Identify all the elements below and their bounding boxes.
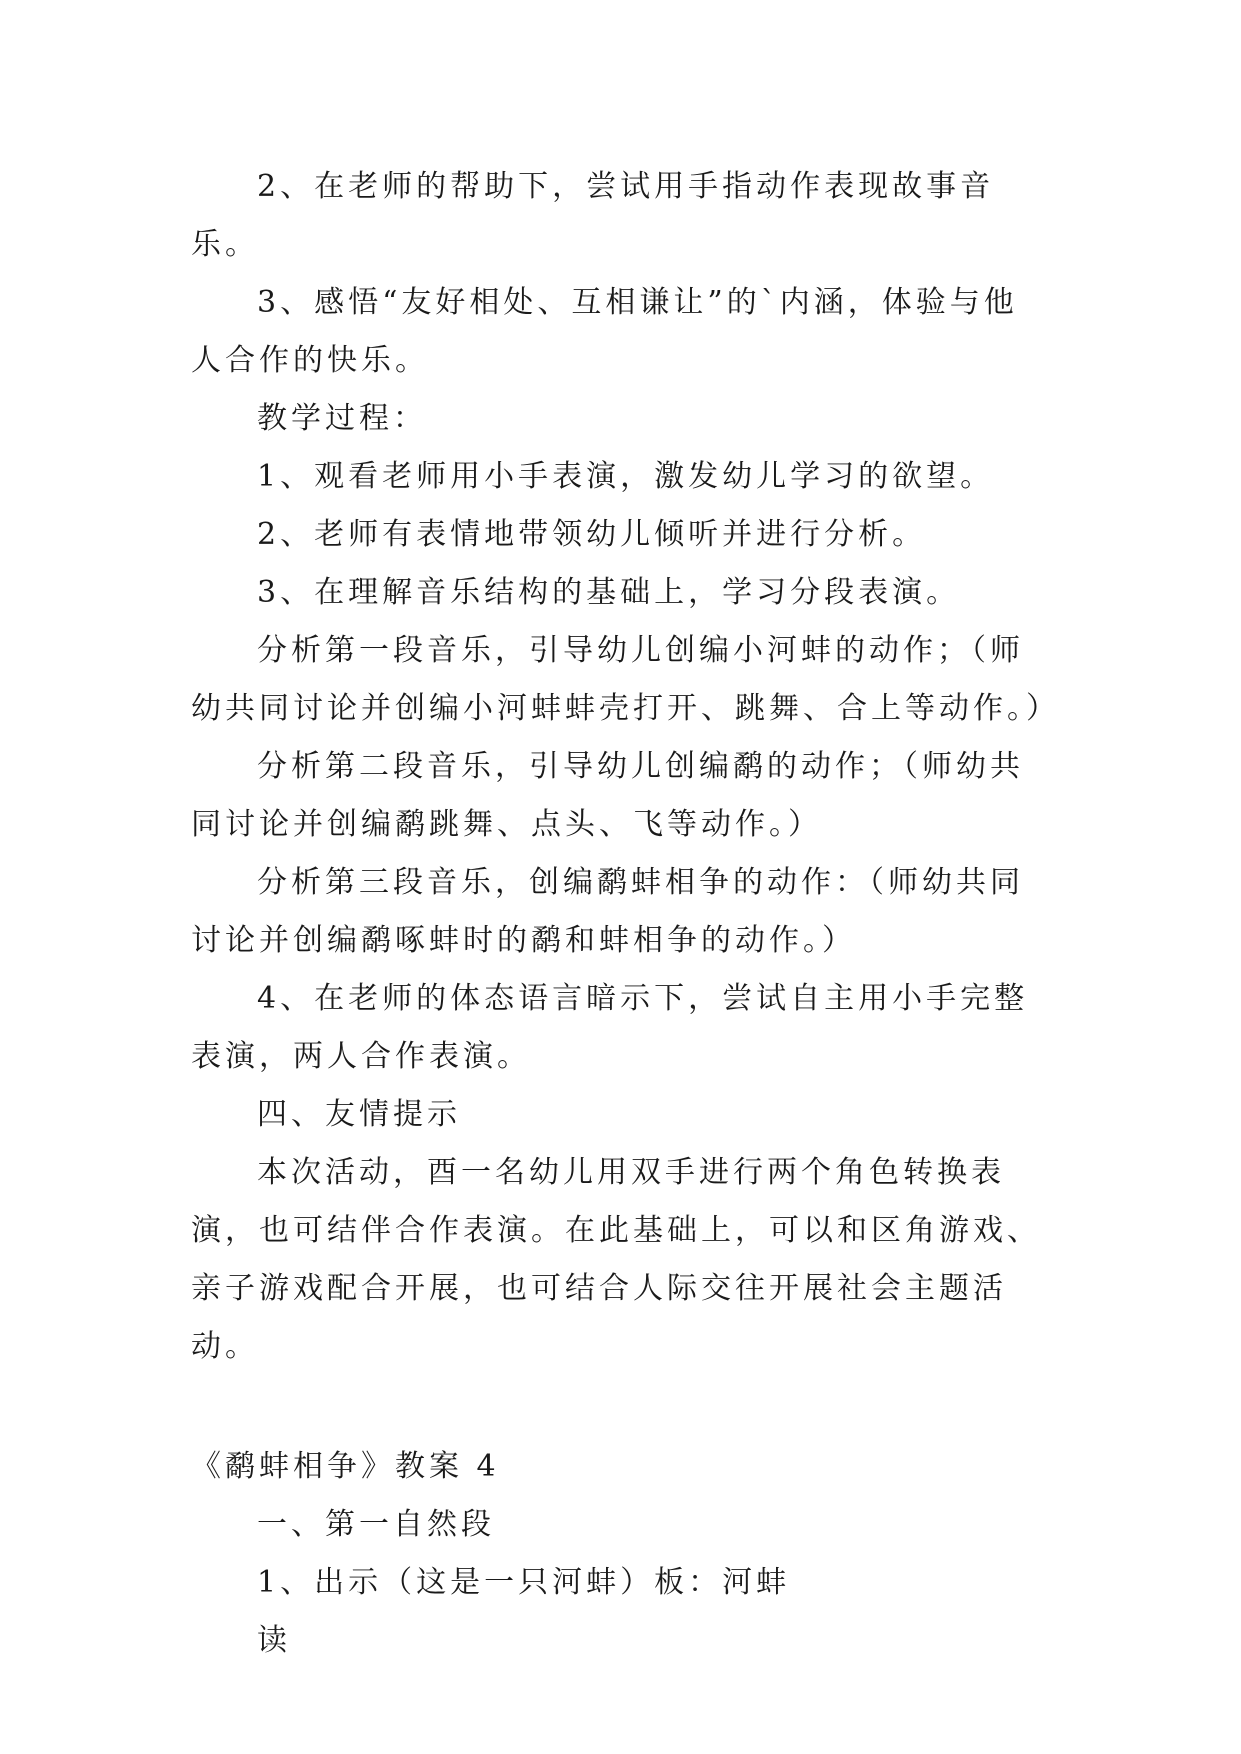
paragraph: 一、第一自然段 <box>257 1507 495 1542</box>
paragraph: 3、感悟“友好相处、互相谦让”的`内涵，体验与他人合作的快乐。 <box>191 285 1018 378</box>
paragraph: 教学过程： <box>257 401 427 436</box>
paragraph: 2、在老师的帮助下，尝试用手指动作表现故事音乐。 <box>191 169 995 262</box>
document-body <box>191 158 1060 1670</box>
section-title: 《鹬蚌相争》教案 4 <box>191 1449 500 1484</box>
section-gap <box>191 1376 1051 1438</box>
paragraph: 读 <box>257 1623 291 1658</box>
paragraph: 1、出示（这是一只河蚌）板：河蚌 <box>257 1565 791 1600</box>
paragraph: 四、友情提示 <box>257 1097 461 1132</box>
paragraph: 分析第一段音乐，引导幼儿创编小河蚌的动作；（师幼共同讨论并创编小河蚌蚌壳打开、跳舞、合上等动作。） <box>191 633 1060 726</box>
paragraph: 2、老师有表情地带领幼儿倾听并进行分析。 <box>257 517 927 552</box>
paragraph: 1、观看老师用小手表演，激发幼儿学习的欲望。 <box>257 459 995 494</box>
paragraph: 本次活动，酉一名幼儿用双手进行两个角色转换表演，也可结伴合作表演。在此基础上，可以和区角游戏、亲子游戏配合开展，也可结合人际交往开展社会主题活动。 <box>191 1155 1041 1364</box>
paragraph: 3、在理解音乐结构的基础上，学习分段表演。 <box>257 575 961 610</box>
paragraph: 分析第二段音乐，引导幼儿创编鹬的动作；（师幼共同讨论并创编鹬跳舞、点头、飞等动作。） <box>191 749 1024 842</box>
paragraph: 分析第三段音乐，创编鹬蚌相争的动作：（师幼共同讨论并创编鹬啄蚌时的鹬和蚌相争的动作。） <box>191 865 1024 958</box>
paragraph: 4、在老师的体态语言暗示下，尝试自主用小手完整表演，两人合作表演。 <box>191 981 1029 1074</box>
